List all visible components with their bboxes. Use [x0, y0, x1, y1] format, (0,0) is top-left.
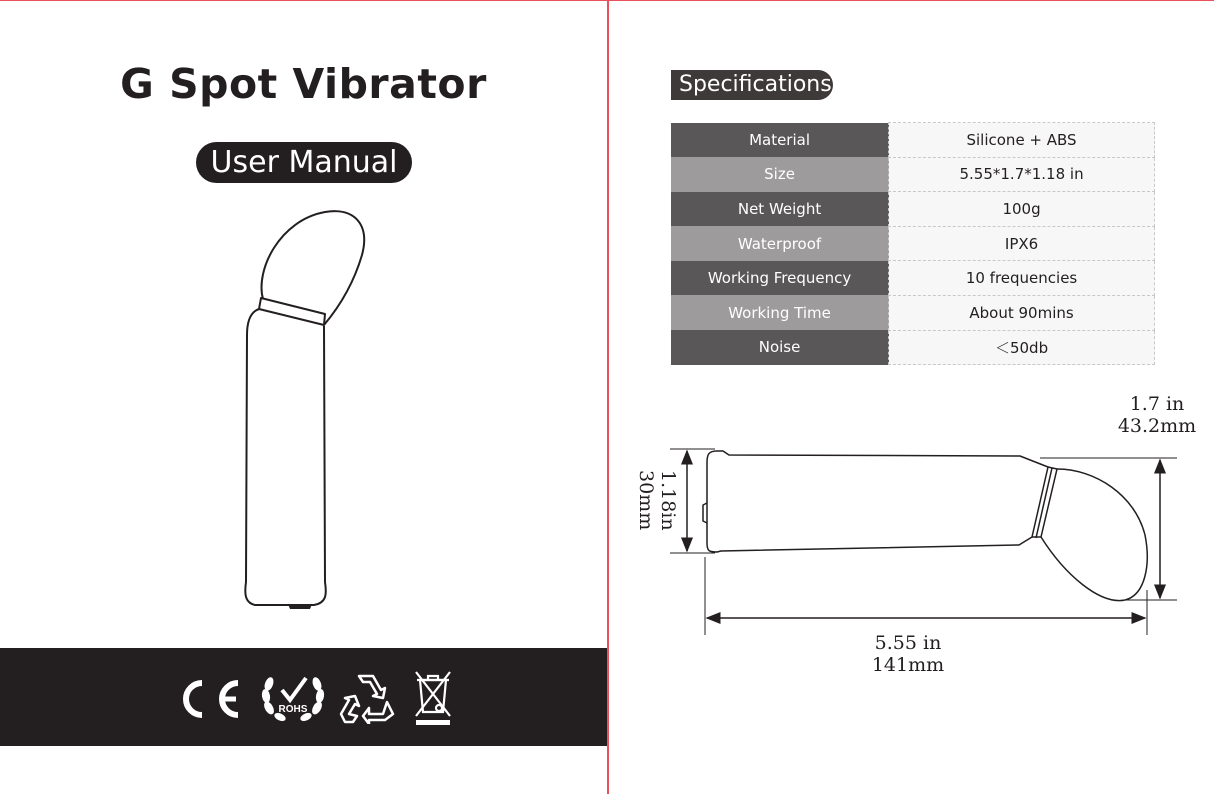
spec-label: Working Time	[671, 295, 889, 330]
spec-value: About 90mins	[889, 295, 1155, 330]
spec-value: Silicone + ABS	[889, 123, 1155, 158]
spec-value: 5.55*1.7*1.18 in	[889, 157, 1155, 192]
spec-row	[671, 261, 1155, 296]
spec-label: Material	[671, 123, 889, 158]
certification-band	[0, 648, 607, 746]
page-fold-line	[607, 0, 609, 794]
ce-mark-icon	[172, 677, 242, 721]
length-millimeters: 141mm	[871, 654, 945, 676]
spec-value: 100g	[889, 192, 1155, 227]
dimension-drawing	[625, 385, 1190, 645]
height-millimeters: 43.2mm	[1117, 415, 1197, 437]
height-inches: 1.7 in	[1129, 393, 1185, 415]
specifications-table	[671, 122, 1155, 365]
spec-row	[671, 330, 1155, 365]
spec-row	[671, 192, 1155, 227]
height-dimension-label	[1112, 393, 1202, 437]
length-dimension-label	[858, 632, 958, 676]
thickness-dimension-label	[635, 470, 679, 531]
spec-label: Working Frequency	[671, 261, 889, 296]
rohs-badge-label: ROHS	[278, 704, 308, 715]
spec-label: Net Weight	[671, 192, 889, 227]
recycle-icon	[337, 670, 395, 724]
spec-label: Noise	[671, 330, 889, 365]
spec-value: 10 frequencies	[889, 261, 1155, 296]
product-illustration	[230, 200, 380, 612]
spec-row	[671, 123, 1155, 158]
weee-crossed-bin-icon	[412, 668, 454, 728]
length-inches: 5.55 in	[874, 632, 942, 654]
rohs-badge-icon	[258, 668, 328, 728]
spec-value: IPX6	[889, 226, 1155, 261]
manual-subtitle-pill: User Manual	[196, 142, 412, 183]
product-title: G Spot Vibrator	[120, 60, 487, 108]
spec-value: ＜50db	[889, 330, 1155, 365]
spec-row	[671, 226, 1155, 261]
spec-row	[671, 157, 1155, 192]
spec-label: Waterproof	[671, 226, 889, 261]
spec-row	[671, 295, 1155, 330]
thickness-millimeters: 30mm	[635, 470, 657, 531]
thickness-inches: 1.18in	[657, 470, 679, 531]
specifications-heading: Specifications	[671, 70, 833, 100]
spec-label: Size	[671, 157, 889, 192]
